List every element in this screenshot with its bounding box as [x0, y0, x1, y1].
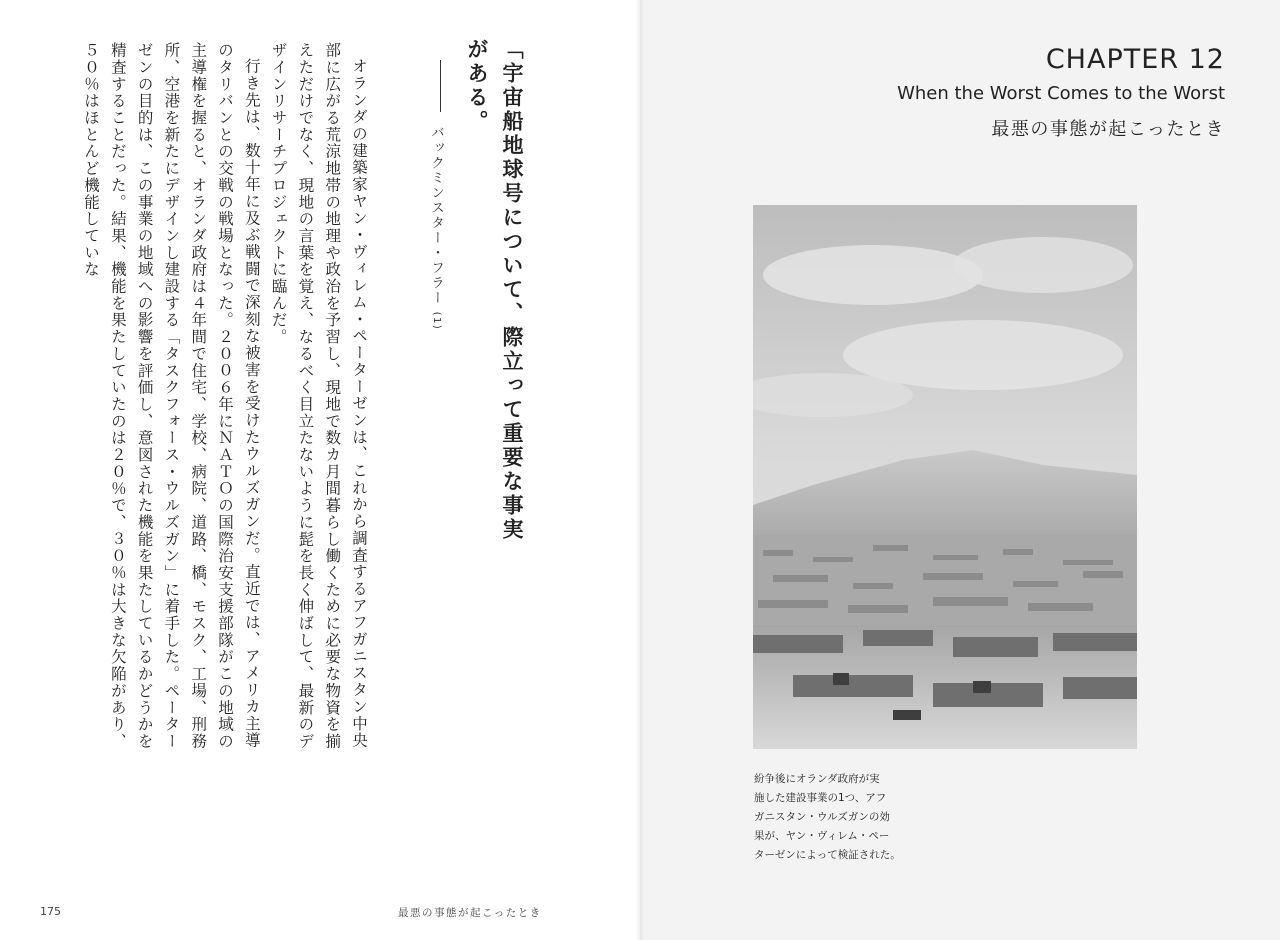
chapter-title-en: When the Worst Comes to the Worst [897, 83, 1225, 104]
attribution-dash [440, 60, 441, 112]
paragraph-2: 行き先は、数十年に及ぶ戦闘で深刻な被害を受けたウルズガンだ。直近では、アメリカ主導のタリバンとの交戦の戦場となった。２００６年にＮＡＴＯの国際治安支援部隊がこの地域の主導権を握ると、オランダ政府は４年間で住宅、学校、病院、道路、橋、モスク、工場、刑務所、空港を新たにデザインし建設する「タスクフォース・ウルズガン」に着手した。ペーターゼンの目的は、この事業の地域への影響を評価し、意図された機能を果たしているかどうかを精査することだった。結果、機能を果たしていたのは２０％で、３０％は大きな欠陥があり、５０％はほとんど機能していな [82, 42, 261, 750]
chapter-title-ja: 最悪の事態が起こったとき [991, 119, 1225, 140]
book-gutter [636, 0, 644, 940]
photo-illustration [753, 205, 1137, 749]
body-text [42, 42, 372, 762]
photo-caption: 紛争後にオランダ政府が実 施した建設事業の1つ、アフ ガニスタン・ウルズガンの効 果が、ヤン・ヴィレム・ペー ターゼンによって検証された。 [754, 773, 901, 861]
paragraph-1: オランダの建築家ヤン・ヴィレム・ペーターゼンは、これから調査するアフガニスタン中央部に広がる荒涼地帯の地理や政治を予習し、現地で数カ月間暮らし働くために必要な物資を揃えただけでなく、現地の言葉を覚え、なるべく目立たないように髭を長く伸ばして、最新のデザインリサーチプロジェクトに臨んだ。 [269, 42, 368, 750]
running-head: 最悪の事態が起こったとき [398, 907, 542, 919]
attribution-name: バックミンスター・フラー [428, 125, 444, 306]
chapter-photo [753, 205, 1137, 749]
page-number: 175 [40, 905, 61, 918]
epigraph-attribution [420, 60, 446, 340]
chapter-number: CHAPTER 12 [1045, 44, 1225, 75]
epigraph-quote: 「宇宙船地球号について、際立って重要な事実がある。 [465, 38, 525, 542]
footnote-mark: (1) [431, 311, 442, 331]
